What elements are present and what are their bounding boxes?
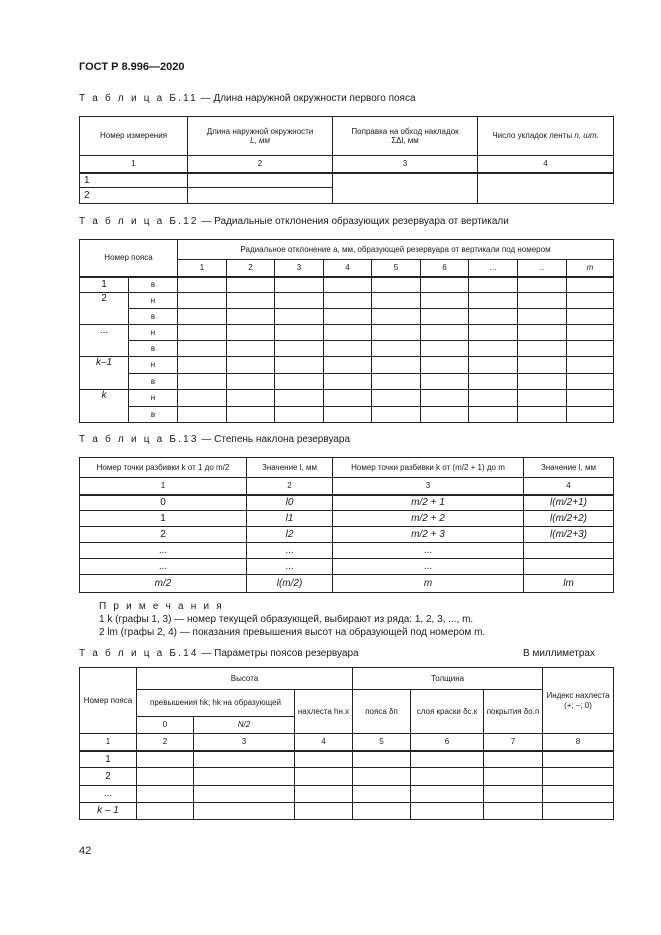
table-b12-caption bbox=[79, 216, 509, 227]
t14-header-paint: слоя краски δс.к bbox=[411, 690, 484, 734]
t12-colnum: ... bbox=[469, 260, 518, 277]
t14-colnum: 7 bbox=[484, 734, 543, 751]
t13-cell: 2 bbox=[80, 527, 247, 543]
t12-belt-side: в bbox=[129, 277, 178, 293]
t11-colnum: 2 bbox=[188, 156, 333, 173]
t13-notes-title-text: П р и м е ч а н и я bbox=[99, 601, 224, 612]
t13-cell: l(m/2+1) bbox=[524, 495, 614, 511]
t14-colnum: 4 bbox=[295, 734, 353, 751]
table-b12 bbox=[79, 239, 614, 423]
t12-belt-side: н bbox=[129, 357, 178, 374]
t14-row-label: 2 bbox=[80, 768, 137, 786]
t12-colnum: .. bbox=[518, 260, 567, 277]
t13-cell: ... bbox=[247, 543, 333, 559]
t11-cell bbox=[333, 173, 478, 204]
t14-header-coating: покрытия δо.п bbox=[484, 690, 543, 734]
t12-belt-side: в bbox=[129, 374, 178, 390]
table-b11-caption bbox=[79, 93, 416, 104]
table-b14-title: — Параметры поясов резервуара bbox=[201, 648, 359, 659]
t14-header-half: N/2 bbox=[194, 717, 295, 734]
t13-header-cell: Номер точки разбивки k от (m/2 + 1) до m bbox=[333, 458, 524, 478]
t14-header-belt: Номер пояса bbox=[80, 668, 137, 734]
document-header: ГОСТ Р 8.996—2020 bbox=[79, 61, 185, 73]
t12-colnum: 5 bbox=[372, 260, 421, 277]
t13-header-cell: Номер точки разбивки k от 1 до m/2 bbox=[80, 458, 247, 478]
t14-header-height: Высота bbox=[137, 668, 353, 690]
t12-belt-side: н bbox=[129, 390, 178, 407]
t13-cell: l1 bbox=[247, 511, 333, 527]
t13-header-cell: Значение l, мм bbox=[524, 458, 614, 478]
t13-cell bbox=[524, 543, 614, 559]
t14-row-label: k – 1 bbox=[80, 803, 137, 820]
table-b13-caption bbox=[79, 434, 350, 445]
t12-colnum: 6 bbox=[421, 260, 469, 277]
t13-header-cell: Значение l, мм bbox=[247, 458, 333, 478]
t14-colnum: 1 bbox=[80, 734, 137, 751]
t11-header-unit: L, мм bbox=[250, 136, 270, 145]
table-b13 bbox=[79, 457, 614, 593]
t11-colnum: 1 bbox=[80, 156, 188, 173]
t14-colnum: 6 bbox=[411, 734, 484, 751]
t11-colnum: 3 bbox=[333, 156, 478, 173]
t14-row-label: ... bbox=[80, 786, 137, 803]
table-b13-label: Т а б л и ц а Б.13 bbox=[79, 434, 199, 445]
table-b12-title: — Радиальные отклонения образующих резервуара от вертикали bbox=[201, 216, 509, 227]
table-b14 bbox=[79, 667, 614, 820]
t12-belt-side: н bbox=[129, 325, 178, 341]
t13-colnum: 4 bbox=[524, 478, 614, 495]
t12-colnum: 3 bbox=[275, 260, 324, 277]
t12-colnum: 4 bbox=[324, 260, 372, 277]
t13-colnum: 2 bbox=[247, 478, 333, 495]
t11-header-text: Длина наружной окружности bbox=[206, 126, 314, 136]
table-b12-label: Т а б л и ц а Б.12 bbox=[79, 216, 199, 227]
t11-header-cell bbox=[478, 117, 614, 156]
t13-cell: 1 bbox=[80, 511, 247, 527]
t13-cell: l0 bbox=[247, 495, 333, 511]
t11-cell bbox=[478, 173, 614, 204]
t13-note-1: 1 k (графы 1, 3) — номер текущей образующей, выбирают из ряда: 1, 2, 3, ..., m. bbox=[99, 614, 474, 625]
table-b13-title: — Степень наклона резервуара bbox=[201, 434, 351, 445]
t12-belt-number: k bbox=[80, 390, 129, 423]
t13-cell: m bbox=[333, 575, 524, 593]
table-b11-title: — Длина наружной окружности первого пояса bbox=[200, 93, 416, 104]
t12-belt-side: в bbox=[129, 407, 178, 423]
t12-belt-number: 2 bbox=[80, 293, 129, 325]
t14-header-excess: превышения hk; hk на образующей bbox=[137, 690, 295, 717]
table-b11-label: Т а б л и ц а Б.11 bbox=[79, 93, 198, 104]
t13-cell: ... bbox=[333, 543, 524, 559]
t14-header-zero: 0 bbox=[137, 717, 194, 734]
t13-note-2: 2 lm (графы 2, 4) — показания превышения высот на образующей под номером m. bbox=[99, 627, 486, 638]
t14-header-belt-thickness: пояса δп bbox=[353, 690, 411, 734]
t13-cell: m/2 + 1 bbox=[333, 495, 524, 511]
t12-header-belt: Номер пояса bbox=[80, 240, 178, 277]
t13-cell: l(m/2+2) bbox=[524, 511, 614, 527]
table-b14-caption bbox=[79, 648, 359, 659]
t12-header-group: Радиальное отклонение a, мм, образующей резервуара от вертикали под номером bbox=[178, 240, 614, 260]
t12-belt-side: в bbox=[129, 341, 178, 357]
t13-colnum: 1 bbox=[80, 478, 247, 495]
t11-row-label: 2 bbox=[80, 188, 188, 204]
t11-header-unit: n, шт. bbox=[574, 131, 599, 141]
t14-header-thickness: Толщина bbox=[353, 668, 543, 690]
t12-belt-side: в bbox=[129, 309, 178, 325]
page-number: 42 bbox=[79, 845, 92, 857]
t13-cell: m/2 bbox=[80, 575, 247, 593]
t13-cell: ... bbox=[333, 559, 524, 575]
t13-cell: ... bbox=[247, 559, 333, 575]
t13-colnum: 3 bbox=[333, 478, 524, 495]
t13-cell bbox=[524, 559, 614, 575]
t13-cell: l(m/2) bbox=[247, 575, 333, 593]
t14-colnum: 3 bbox=[194, 734, 295, 751]
t11-header-cell bbox=[188, 117, 333, 156]
t11-colnum: 4 bbox=[478, 156, 614, 173]
t14-colnum: 5 bbox=[353, 734, 411, 751]
t13-cell: ... bbox=[80, 543, 247, 559]
t12-belt-number: ... bbox=[80, 325, 129, 357]
t13-notes-title bbox=[99, 600, 224, 613]
t14-header-overlap: нахлеста hн.х bbox=[295, 690, 353, 734]
t12-belt-number: 1 bbox=[80, 277, 129, 293]
t14-header-index: Индекс нахлеста (+; –; 0) bbox=[543, 668, 614, 734]
t12-colnum: m bbox=[567, 260, 614, 277]
t11-header-text: Число укладок ленты bbox=[492, 131, 573, 141]
t13-cell: m/2 + 3 bbox=[333, 527, 524, 543]
t14-colnum: 2 bbox=[137, 734, 194, 751]
t12-belt-side: н bbox=[129, 293, 178, 309]
table-b14-label: Т а б л и ц а Б.14 bbox=[79, 648, 199, 659]
table-b11 bbox=[79, 116, 614, 204]
t12-colnum: 1 bbox=[178, 260, 227, 277]
t13-cell: l2 bbox=[247, 527, 333, 543]
t12-colnum: 2 bbox=[227, 260, 275, 277]
t11-header-cell bbox=[333, 117, 478, 156]
t14-row-label: 1 bbox=[80, 751, 137, 768]
t11-row-label: 1 bbox=[80, 173, 188, 188]
t11-header-text: Поправка на обход накладок bbox=[351, 126, 459, 136]
table-b14-units: В миллиметрах bbox=[523, 648, 595, 659]
t13-cell: ... bbox=[80, 559, 247, 575]
t11-header-unit: ΣΔl, мм bbox=[391, 136, 419, 145]
t14-colnum: 8 bbox=[543, 734, 614, 751]
t11-cell bbox=[188, 173, 333, 188]
t13-cell: lm bbox=[524, 575, 614, 593]
t11-header-cell: Номер измерения bbox=[80, 117, 188, 156]
t11-cell bbox=[188, 188, 333, 204]
t13-cell: m/2 + 2 bbox=[333, 511, 524, 527]
t13-cell: l(m/2+3) bbox=[524, 527, 614, 543]
t12-belt-number: k–1 bbox=[80, 357, 129, 390]
t13-cell: 0 bbox=[80, 495, 247, 511]
